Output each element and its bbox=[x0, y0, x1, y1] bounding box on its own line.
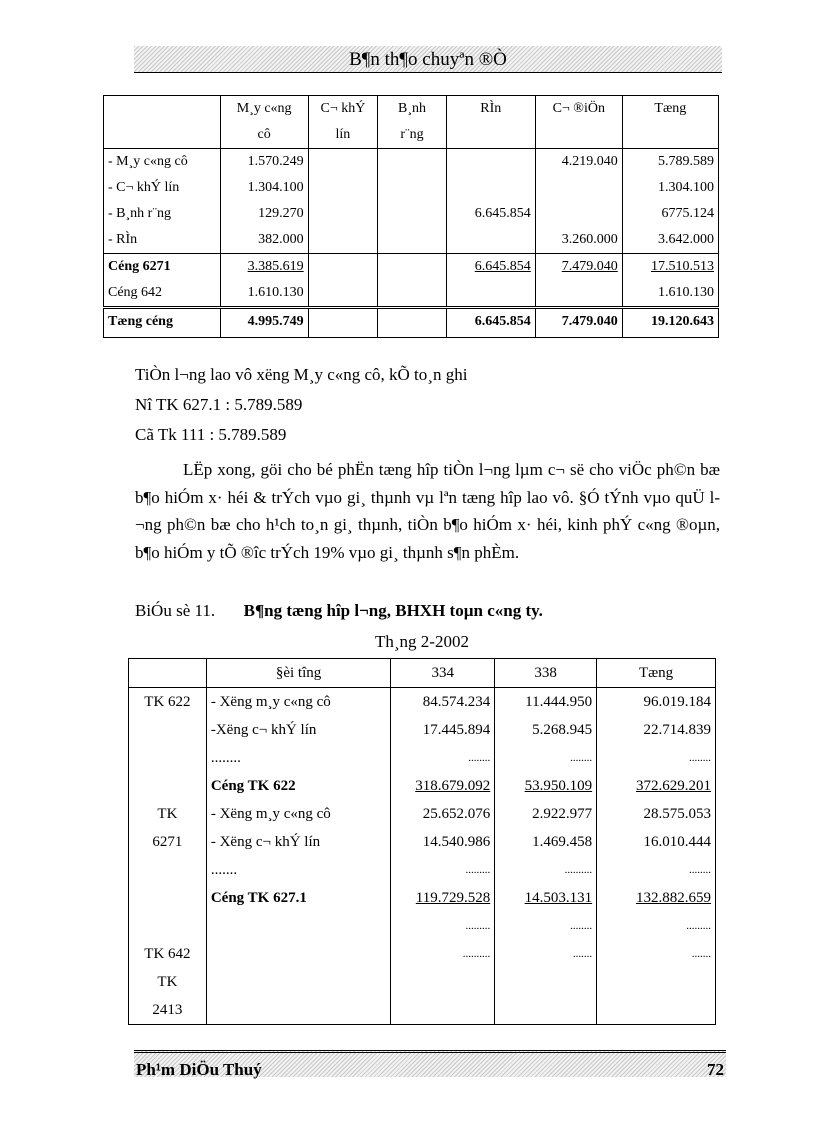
cell: 1.304.100 bbox=[622, 175, 718, 201]
table-header-row bbox=[129, 659, 716, 688]
account-cell bbox=[129, 716, 207, 744]
cell bbox=[378, 280, 447, 308]
value-cell: 84.574.234 bbox=[391, 688, 495, 717]
value-cell: 11.444.950 bbox=[495, 688, 597, 717]
value-cell: 16.010.444 bbox=[597, 828, 716, 856]
cell: 3.385.619 bbox=[220, 254, 308, 281]
value-cell: ........ bbox=[391, 744, 495, 772]
cell bbox=[535, 201, 622, 227]
value-cell: 17.445.894 bbox=[391, 716, 495, 744]
value-cell: 96.019.184 bbox=[597, 688, 716, 717]
cell: 3.642.000 bbox=[622, 227, 718, 254]
header-cell: 338 bbox=[495, 659, 597, 688]
subtotal-row bbox=[104, 254, 719, 281]
cell bbox=[308, 227, 378, 254]
table-row bbox=[129, 800, 716, 828]
object-cell: ....... bbox=[206, 856, 390, 884]
table-row bbox=[129, 856, 716, 884]
table-row bbox=[129, 996, 716, 1025]
value-cell: .......... bbox=[391, 940, 495, 968]
object-cell: - Xëng c¬ khÝ lín bbox=[206, 828, 390, 856]
cell: 4.219.040 bbox=[535, 149, 622, 176]
cell bbox=[446, 227, 535, 254]
object-cell bbox=[206, 912, 390, 940]
value-cell bbox=[495, 968, 597, 996]
object-cell: - Xëng m¸y c«ng cô bbox=[206, 800, 390, 828]
value-cell: 119.729.528 bbox=[391, 884, 495, 912]
cell bbox=[378, 201, 447, 227]
cell bbox=[378, 227, 447, 254]
value-cell: 1.469.458 bbox=[495, 828, 597, 856]
value-cell: 5.268.945 bbox=[495, 716, 597, 744]
value-cell: ....... bbox=[597, 940, 716, 968]
table-row bbox=[129, 884, 716, 912]
cell bbox=[535, 280, 622, 308]
total-row bbox=[104, 308, 719, 338]
cell: 6775.124 bbox=[622, 201, 718, 227]
row-label: Céng 6271 bbox=[104, 254, 221, 281]
cell: 1.304.100 bbox=[220, 175, 308, 201]
table-row bbox=[129, 772, 716, 800]
value-cell bbox=[495, 996, 597, 1025]
account-cell bbox=[129, 744, 207, 772]
value-cell: 25.652.076 bbox=[391, 800, 495, 828]
cell: 1.610.130 bbox=[220, 280, 308, 308]
value-cell bbox=[391, 968, 495, 996]
value-cell: ....... bbox=[495, 940, 597, 968]
page-footer bbox=[134, 1050, 726, 1077]
cell: 382.000 bbox=[220, 227, 308, 254]
table-row bbox=[129, 688, 716, 717]
cell bbox=[446, 175, 535, 201]
row-label: - RÌn bbox=[104, 227, 221, 254]
table-row bbox=[129, 940, 716, 968]
account-cell: 6271 bbox=[129, 828, 207, 856]
cell: 3.260.000 bbox=[535, 227, 622, 254]
cell bbox=[308, 280, 378, 308]
row-label: - C¬ khÝ lín bbox=[104, 175, 221, 201]
table-row bbox=[129, 716, 716, 744]
table-caption bbox=[135, 597, 720, 624]
value-cell: 132.882.659 bbox=[597, 884, 716, 912]
payroll-summary-table bbox=[128, 658, 716, 1025]
cell: 5.789.589 bbox=[622, 149, 718, 176]
value-cell: 14.540.986 bbox=[391, 828, 495, 856]
table-row bbox=[129, 912, 716, 940]
value-cell: 28.575.053 bbox=[597, 800, 716, 828]
cell bbox=[308, 254, 378, 281]
cell bbox=[378, 308, 447, 338]
text-line: TiÒn l¬ng lao vô xëng M¸y c«ng cô, kÕ to¸n ghi bbox=[135, 365, 468, 384]
table-row bbox=[104, 175, 719, 201]
account-cell bbox=[129, 772, 207, 800]
row-label: Céng 642 bbox=[104, 280, 221, 308]
table-row bbox=[104, 201, 719, 227]
table-row bbox=[104, 149, 719, 176]
table-row bbox=[129, 968, 716, 996]
cell: 4.995.749 bbox=[220, 308, 308, 338]
value-cell: 14.503.131 bbox=[495, 884, 597, 912]
cell: 19.120.643 bbox=[622, 308, 718, 338]
cell: 6.645.854 bbox=[446, 254, 535, 281]
account-cell: TK bbox=[129, 968, 207, 996]
object-cell: -Xëng c¬ khÝ lín bbox=[206, 716, 390, 744]
cell: 6.645.854 bbox=[446, 308, 535, 338]
cell bbox=[378, 175, 447, 201]
body-paragraph: LËp xong, göi cho bé phËn tæng hîp tiÒn l¬ng lµm c¬ së cho viÖc ph©n bæ b¶o hiÓm x· héi & trÝch vµo gi¸ thµnh vµ lªn tæng hîp lao vô. §Ó tÝnh vµo quÜ l¬ng ph©n bæ cho h¹ch to¸n gi¸ thµnh, tiÒn b¶o hiÓm x· héi, kinh phÝ c«ng ®oµn, b¶o hiÓm y tÕ ®îc trÝch 19% vµo gi¸ thµnh s¶n phÈm. bbox=[135, 460, 720, 562]
header-cell: Tæng bbox=[622, 96, 718, 149]
text-line: Nî TK 627.1 : 5.789.589 bbox=[135, 395, 303, 414]
header-cell: C¬ khÝ lín bbox=[308, 96, 378, 149]
value-cell bbox=[597, 968, 716, 996]
cell: 17.510.513 bbox=[622, 254, 718, 281]
header-cell bbox=[129, 659, 207, 688]
cell bbox=[535, 175, 622, 201]
cell bbox=[378, 149, 447, 176]
cell bbox=[308, 175, 378, 201]
page-header bbox=[134, 46, 722, 73]
value-cell bbox=[391, 996, 495, 1025]
object-cell bbox=[206, 968, 390, 996]
account-cell bbox=[129, 912, 207, 940]
header-cell: B¸nh r¨ng bbox=[378, 96, 447, 149]
account-cell bbox=[129, 884, 207, 912]
cell: 1.610.130 bbox=[622, 280, 718, 308]
subtotal-row bbox=[104, 280, 719, 308]
header-cell: §èi tîng bbox=[206, 659, 390, 688]
value-cell: ......... bbox=[597, 912, 716, 940]
value-cell: 318.679.092 bbox=[391, 772, 495, 800]
value-cell: 22.714.839 bbox=[597, 716, 716, 744]
value-cell: ........ bbox=[597, 856, 716, 884]
object-cell: Céng TK 627.1 bbox=[206, 884, 390, 912]
row-label: - B¸nh r¨ng bbox=[104, 201, 221, 227]
value-cell: ......... bbox=[391, 856, 495, 884]
account-cell bbox=[129, 856, 207, 884]
caption-date: Th¸ng 2-2002 bbox=[375, 632, 469, 651]
footer-author: Ph¹m DiÖu Thuý bbox=[136, 1060, 262, 1079]
page-number: 72 bbox=[707, 1060, 724, 1079]
value-cell: ......... bbox=[391, 912, 495, 940]
object-cell: - Xëng m¸y c«ng cô bbox=[206, 688, 390, 717]
row-label: - M¸y c«ng cô bbox=[104, 149, 221, 176]
object-cell bbox=[206, 940, 390, 968]
table-header-row bbox=[104, 96, 719, 149]
account-cell: TK 622 bbox=[129, 688, 207, 717]
cell: 7.479.040 bbox=[535, 254, 622, 281]
cell: 7.479.040 bbox=[535, 308, 622, 338]
value-cell bbox=[597, 996, 716, 1025]
cell: 129.270 bbox=[220, 201, 308, 227]
value-cell: ........ bbox=[495, 744, 597, 772]
table-row bbox=[129, 744, 716, 772]
header-cell: M¸y c«ng cô bbox=[220, 96, 308, 149]
value-cell: ........ bbox=[495, 912, 597, 940]
value-cell: 372.629.201 bbox=[597, 772, 716, 800]
cell: 6.645.854 bbox=[446, 201, 535, 227]
header-title: B¶n th¶o chuyªn ®Ò bbox=[349, 49, 507, 70]
cell bbox=[308, 308, 378, 338]
table-row bbox=[129, 828, 716, 856]
caption-label: BiÓu sè 11. bbox=[135, 601, 216, 620]
caption-title: B¶ng tæng hîp l¬ng, BHXH toµn c«ng ty. bbox=[243, 601, 543, 620]
summary-table bbox=[103, 95, 719, 338]
row-label: Tæng céng bbox=[104, 308, 221, 338]
value-cell: 53.950.109 bbox=[495, 772, 597, 800]
cell bbox=[378, 254, 447, 281]
header-cell bbox=[104, 96, 221, 149]
header-cell: RÌn bbox=[446, 96, 535, 149]
text-line: Cã Tk 111 : 5.789.589 bbox=[135, 425, 287, 444]
object-cell: ........ bbox=[206, 744, 390, 772]
cell bbox=[446, 149, 535, 176]
cell bbox=[308, 149, 378, 176]
value-cell: 2.922.977 bbox=[495, 800, 597, 828]
account-cell: TK bbox=[129, 800, 207, 828]
header-cell: 334 bbox=[391, 659, 495, 688]
cell: 1.570.249 bbox=[220, 149, 308, 176]
cell bbox=[308, 201, 378, 227]
account-cell: TK 642 bbox=[129, 940, 207, 968]
account-cell: 2413 bbox=[129, 996, 207, 1025]
header-cell: Tæng bbox=[597, 659, 716, 688]
cell bbox=[446, 280, 535, 308]
value-cell: ........ bbox=[597, 744, 716, 772]
value-cell: .......... bbox=[495, 856, 597, 884]
object-cell bbox=[206, 996, 390, 1025]
header-cell: C¬ ®iÖn bbox=[535, 96, 622, 149]
object-cell: Céng TK 622 bbox=[206, 772, 390, 800]
table-row bbox=[104, 227, 719, 254]
